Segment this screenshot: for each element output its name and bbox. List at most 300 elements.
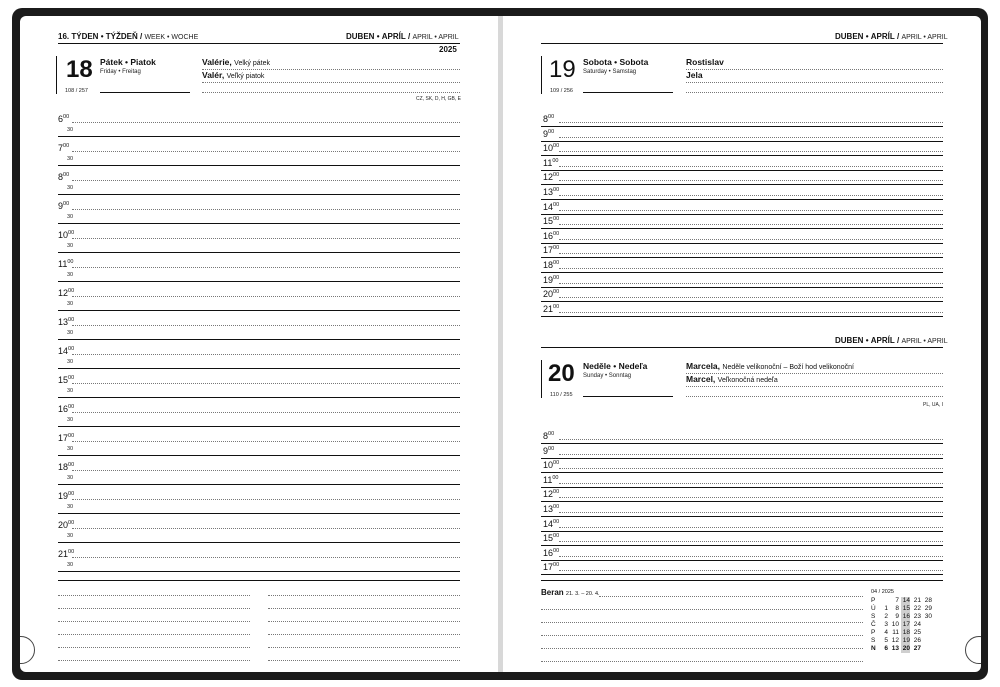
hour-line	[72, 238, 460, 239]
hour-suffix: 00	[68, 230, 75, 236]
mini-calendar-date: 9	[895, 613, 899, 620]
hour-label	[543, 243, 559, 255]
month-header: DUBEN • APRÍL / APRIL • APRIL	[346, 32, 459, 41]
mini-calendar-date: 13	[891, 645, 899, 652]
hour-suffix: 00	[63, 143, 70, 149]
hour-value: 14	[543, 201, 554, 212]
hour-label	[543, 546, 559, 558]
half-hour-label: 30	[67, 156, 74, 162]
half-hour-label: 30	[67, 388, 74, 394]
hour-suffix: 00	[553, 245, 560, 252]
mini-calendar-date: 5	[884, 637, 888, 644]
hour-value: 9	[58, 201, 64, 211]
hour-line	[559, 210, 943, 211]
day-count-2: 110 / 255	[550, 392, 573, 398]
note-line	[58, 595, 250, 596]
hour-line	[559, 468, 943, 469]
hour-value: 9	[543, 128, 549, 139]
nameday-rule	[686, 82, 943, 83]
hour-divider	[541, 516, 943, 517]
hour-value: 13	[543, 504, 554, 514]
hour-suffix: 00	[553, 303, 560, 310]
hour-label	[543, 302, 559, 314]
day-subname: Saturday • Samstag	[583, 69, 637, 75]
year-label: 2025	[439, 45, 457, 54]
hour-line	[559, 195, 943, 196]
mini-calendar-date: 6	[884, 645, 888, 652]
note-line	[599, 596, 863, 597]
hour-suffix: 00	[67, 259, 74, 265]
hour-divider	[541, 301, 943, 302]
mini-calendar-date: 11	[892, 629, 899, 636]
hour-line	[559, 268, 943, 269]
hour-line	[559, 180, 943, 181]
mini-calendar-date: 12	[891, 637, 899, 644]
half-hour-label: 30	[67, 127, 74, 133]
hour-suffix: 00	[553, 547, 560, 554]
mini-calendar-date: 23	[913, 613, 921, 620]
hour-value: 20	[58, 520, 69, 530]
hour-label	[543, 273, 559, 285]
mini-calendar-weekday: Č	[871, 621, 876, 628]
half-hour-line	[58, 339, 460, 340]
hour-line	[72, 180, 460, 181]
hour-label	[543, 560, 559, 572]
hour-value: 19	[543, 274, 554, 285]
mini-calendar	[871, 589, 943, 669]
hour-value: 18	[58, 462, 69, 472]
half-hour-line	[58, 484, 460, 485]
nameday-rule	[686, 396, 943, 397]
hour-value: 15	[543, 533, 554, 544]
half-hour-label: 30	[67, 243, 74, 249]
hour-divider	[541, 243, 943, 244]
hour-line	[559, 483, 943, 484]
half-hour-line	[58, 542, 460, 543]
hour-divider	[541, 287, 943, 288]
hour-line	[72, 383, 460, 384]
hour-value: 15	[543, 216, 554, 227]
hour-value: 12	[58, 288, 69, 298]
note-line	[58, 647, 250, 648]
mini-calendar-weekday: S	[871, 637, 876, 644]
hour-line	[559, 439, 943, 440]
note-line	[268, 660, 460, 661]
hour-suffix: 00	[548, 431, 555, 437]
hour-label	[543, 185, 559, 197]
day-subname-2: Sunday • Sonntag	[583, 373, 632, 379]
hour-value: 15	[58, 375, 69, 385]
hour-suffix: 00	[68, 346, 75, 352]
header-rule-2	[541, 347, 943, 348]
hour-label	[543, 473, 558, 485]
holiday-countries: CZ, SK, D, H, GB, E	[416, 96, 462, 102]
nameday-1: Valérie, Velký pátek	[202, 57, 270, 67]
hour-label	[543, 112, 554, 124]
hour-label	[543, 200, 559, 212]
hour-value: 7	[58, 143, 64, 153]
hour-divider	[541, 487, 943, 488]
hour-suffix: 00	[552, 157, 559, 164]
day-number-2: 20	[548, 360, 575, 387]
hour-line	[72, 325, 460, 326]
note-line	[58, 608, 250, 609]
hour-suffix: 00	[63, 172, 70, 178]
mini-calendar-date: 29	[924, 605, 932, 612]
hour-line	[559, 137, 943, 138]
hour-divider	[541, 574, 943, 575]
hour-suffix: 00	[553, 201, 560, 208]
hour-line	[72, 354, 460, 355]
hour-suffix: 00	[553, 533, 560, 540]
nameday-1: Rostislav	[686, 57, 724, 67]
hour-value: 20	[543, 289, 554, 300]
hour-suffix: 00	[68, 462, 75, 468]
note-line	[541, 622, 863, 623]
hour-value: 10	[58, 230, 69, 240]
half-hour-line	[58, 252, 460, 253]
hour-divider	[541, 126, 943, 127]
hour-divider	[541, 272, 943, 273]
note-line	[268, 595, 460, 596]
mini-calendar-date: 27	[913, 645, 921, 652]
nameday-1: Marcela, Neděle velikonoční – Boží hod velikonoční	[686, 361, 854, 371]
hour-divider	[541, 141, 943, 142]
mini-calendar-date: 10	[891, 621, 899, 628]
hour-label	[543, 127, 554, 139]
half-hour-label: 30	[67, 185, 74, 191]
hour-value: 14	[543, 518, 554, 529]
hour-suffix: 00	[553, 460, 560, 467]
half-hour-label: 30	[67, 504, 74, 510]
hour-value: 8	[543, 114, 549, 124]
day-marker-line	[541, 56, 542, 94]
nameday-2: Jela	[686, 70, 703, 80]
hour-divider	[541, 545, 943, 546]
hour-value: 10	[543, 143, 554, 154]
hour-suffix: 00	[553, 216, 560, 223]
hour-line	[72, 499, 460, 500]
month-header-2: DUBEN • APRÍL / APRIL • APRIL	[835, 336, 948, 345]
hour-value: 16	[58, 404, 69, 414]
hour-line	[72, 557, 460, 558]
week-header: 16. TÝDEN • TÝŽDEŇ / WEEK • WOCHE	[58, 32, 199, 41]
note-line	[58, 621, 250, 622]
hour-value: 18	[543, 260, 554, 270]
mini-calendar-date: 28	[924, 597, 932, 604]
hour-line	[559, 297, 943, 298]
nameday-rule	[686, 386, 943, 387]
hour-suffix: 00	[553, 562, 560, 569]
holiday-countries: PL, UA, I	[923, 402, 944, 408]
hour-value: 21	[543, 303, 554, 314]
day-number: 19	[549, 56, 576, 83]
half-hour-line	[58, 426, 460, 427]
hour-line	[559, 454, 943, 455]
hour-suffix: 00	[553, 143, 560, 150]
mini-calendar-date: 16	[902, 613, 910, 620]
hour-line	[72, 122, 460, 123]
half-hour-line	[58, 223, 460, 224]
note-line	[268, 621, 460, 622]
half-hour-label: 30	[67, 301, 74, 307]
hour-label	[543, 287, 559, 299]
hour-value: 16	[543, 230, 554, 241]
hour-line	[72, 267, 460, 268]
mini-calendar-date: 7	[895, 597, 899, 604]
hour-value: 8	[543, 431, 549, 441]
hour-label	[543, 531, 559, 543]
left-page	[20, 16, 498, 672]
half-hour-line	[58, 571, 460, 572]
hour-line	[559, 570, 943, 571]
day-underline	[100, 92, 190, 93]
note-line	[268, 634, 460, 635]
half-hour-line	[58, 194, 460, 195]
hour-suffix: 00	[553, 172, 560, 179]
nameday-rule	[202, 82, 460, 83]
hour-value: 11	[543, 157, 553, 168]
half-hour-line	[58, 513, 460, 514]
hour-divider	[541, 501, 943, 502]
nameday-rule	[686, 92, 943, 93]
mini-calendar-date: 2	[884, 613, 888, 620]
hour-divider	[541, 560, 943, 561]
hour-line	[559, 541, 943, 542]
hour-suffix: 00	[548, 445, 555, 452]
hour-value: 11	[58, 259, 68, 269]
day-marker-line	[56, 56, 57, 94]
mini-calendar-date: 3	[884, 621, 888, 628]
day-underline	[583, 396, 673, 397]
mini-calendar-date: 19	[902, 637, 910, 644]
hour-suffix: 00	[68, 433, 75, 439]
hour-divider	[541, 257, 943, 258]
day-underline	[583, 92, 673, 93]
hour-divider	[541, 443, 943, 444]
note-line	[541, 648, 863, 649]
half-hour-label: 30	[67, 359, 74, 365]
mini-calendar-weekday: P	[871, 629, 876, 636]
hour-suffix: 00	[63, 114, 70, 120]
hour-divider	[541, 170, 943, 171]
hour-line	[559, 224, 943, 225]
hour-value: 21	[58, 549, 69, 559]
half-hour-label: 30	[67, 417, 74, 423]
half-hour-label: 30	[67, 533, 74, 539]
half-hour-label: 30	[67, 562, 74, 568]
day-subname: Friday • Freitag	[100, 69, 141, 75]
note-line	[58, 634, 250, 635]
note-line	[541, 661, 863, 662]
mini-calendar-date: 22	[913, 605, 921, 612]
hour-value: 17	[543, 245, 554, 256]
header-rule	[541, 43, 943, 44]
page-corner-mark	[965, 636, 981, 664]
hour-suffix: 00	[68, 404, 75, 410]
month-header: DUBEN • APRÍL / APRIL • APRIL	[835, 32, 948, 41]
hour-label	[543, 170, 559, 182]
hour-line	[72, 441, 460, 442]
day-marker-line	[541, 360, 542, 398]
mini-calendar-date: 30	[924, 613, 932, 620]
hour-suffix: 00	[548, 114, 555, 120]
hour-line	[559, 151, 943, 152]
half-hour-label: 30	[67, 475, 74, 481]
hour-suffix: 00	[553, 289, 560, 296]
mini-calendar-date: 25	[913, 629, 921, 636]
mini-calendar-date: 26	[913, 637, 921, 644]
hour-value: 9	[543, 445, 549, 456]
note-line	[268, 647, 460, 648]
hour-label	[543, 258, 559, 270]
nameday-2: Marcel, Veľkonočná nedeľa	[686, 374, 778, 384]
mini-calendar-date: 21	[913, 597, 921, 604]
note-line	[58, 660, 250, 661]
hour-divider	[541, 316, 943, 317]
hour-suffix: 00	[553, 274, 560, 281]
hour-divider	[541, 228, 943, 229]
mini-calendar-weekday: P	[871, 597, 876, 604]
note-line	[541, 635, 863, 636]
hour-value: 13	[543, 187, 554, 197]
day-count: 108 / 257	[65, 88, 88, 94]
mini-calendar-date: 8	[895, 605, 899, 612]
hour-suffix: 00	[548, 128, 555, 135]
half-hour-label: 30	[67, 272, 74, 278]
mini-calendar-date: 24	[913, 621, 921, 628]
hour-label	[543, 141, 559, 153]
half-hour-line	[58, 281, 460, 282]
day-name-2: Neděle • Nedeľa	[583, 361, 648, 371]
hour-suffix: 00	[553, 518, 560, 525]
hour-suffix: 00	[68, 520, 75, 526]
half-hour-label: 30	[67, 214, 74, 220]
day-number: 18	[66, 56, 93, 83]
hour-label	[543, 487, 559, 499]
day-count: 109 / 256	[550, 88, 573, 94]
hour-line	[72, 209, 460, 210]
hour-label	[543, 214, 559, 226]
hour-label	[58, 170, 69, 182]
hour-line	[559, 527, 943, 528]
hour-suffix: 00	[553, 260, 560, 266]
note-line	[541, 609, 863, 610]
half-hour-line	[58, 165, 460, 166]
hour-line	[559, 283, 943, 284]
hour-line	[559, 122, 943, 123]
half-hour-line	[58, 397, 460, 398]
hour-divider	[541, 458, 943, 459]
hour-label	[58, 199, 69, 211]
hour-label	[543, 429, 554, 441]
hour-suffix: 00	[553, 230, 560, 237]
hour-divider	[541, 155, 943, 156]
hour-suffix: 00	[68, 375, 75, 381]
hour-line	[559, 239, 943, 240]
hour-suffix: 00	[553, 504, 560, 510]
hour-value: 12	[543, 172, 554, 183]
hour-value: 13	[58, 317, 69, 327]
hour-divider	[541, 199, 943, 200]
page-corner-mark	[20, 636, 35, 664]
half-hour-line	[58, 368, 460, 369]
hour-line	[72, 412, 460, 413]
hour-line	[72, 151, 460, 152]
half-hour-label: 30	[67, 446, 74, 452]
hour-line	[72, 296, 460, 297]
hour-label	[543, 229, 559, 241]
nameday-2: Valér, Veľký piatok	[202, 70, 265, 80]
half-hour-line	[58, 310, 460, 311]
hour-suffix: 00	[68, 288, 75, 294]
mini-calendar-date: 17	[902, 621, 910, 628]
zodiac-sign: Beran 21. 3. – 20. 4.	[541, 588, 600, 597]
hour-value: 10	[543, 460, 554, 471]
hour-suffix: 00	[68, 317, 75, 323]
hour-suffix: 00	[553, 187, 560, 193]
hour-line	[559, 497, 943, 498]
nameday-rule	[202, 92, 460, 93]
mini-calendar-date: 15	[902, 605, 910, 612]
nameday-rule	[686, 69, 943, 70]
hour-label	[58, 141, 69, 153]
hour-label	[543, 156, 558, 168]
hour-suffix: 00	[68, 491, 75, 497]
hour-label	[543, 517, 559, 529]
hour-line	[559, 312, 943, 313]
hour-label	[543, 458, 559, 470]
hour-line	[72, 528, 460, 529]
mini-calendar-date: 14	[902, 597, 910, 604]
half-hour-line	[58, 455, 460, 456]
hour-divider	[541, 531, 943, 532]
mini-calendar-date: 1	[884, 605, 888, 612]
mini-calendar-weekday: S	[871, 613, 876, 620]
hour-suffix: 00	[68, 549, 75, 555]
hour-divider	[541, 472, 943, 473]
hour-line	[72, 470, 460, 471]
header-rule	[58, 43, 460, 44]
hour-line	[559, 512, 943, 513]
hour-line	[559, 253, 943, 254]
hour-value: 8	[58, 172, 64, 182]
hour-label	[543, 502, 559, 514]
mini-calendar-date: 4	[884, 629, 888, 636]
hour-line	[559, 166, 943, 167]
hour-label	[543, 444, 554, 456]
notes-top-rule	[58, 580, 460, 581]
mini-calendar-weekday: N	[871, 645, 876, 652]
mini-calendar-date: 18	[902, 629, 910, 636]
day-name: Pátek • Piatok	[100, 57, 156, 67]
hour-value: 17	[543, 562, 554, 573]
hour-value: 14	[58, 346, 69, 356]
hour-label	[58, 112, 69, 124]
hour-value: 11	[543, 474, 553, 485]
hour-value: 6	[58, 114, 64, 124]
mini-calendar-title: 04 / 2025	[871, 589, 894, 595]
mini-calendar-date: 20	[902, 645, 910, 652]
note-line	[268, 608, 460, 609]
right-page	[503, 16, 981, 672]
hour-suffix: 00	[63, 201, 70, 207]
hour-suffix: 00	[552, 474, 559, 481]
hour-value: 19	[58, 491, 69, 501]
hour-suffix: 00	[553, 489, 560, 496]
hour-line	[559, 556, 943, 557]
hour-divider	[541, 184, 943, 185]
